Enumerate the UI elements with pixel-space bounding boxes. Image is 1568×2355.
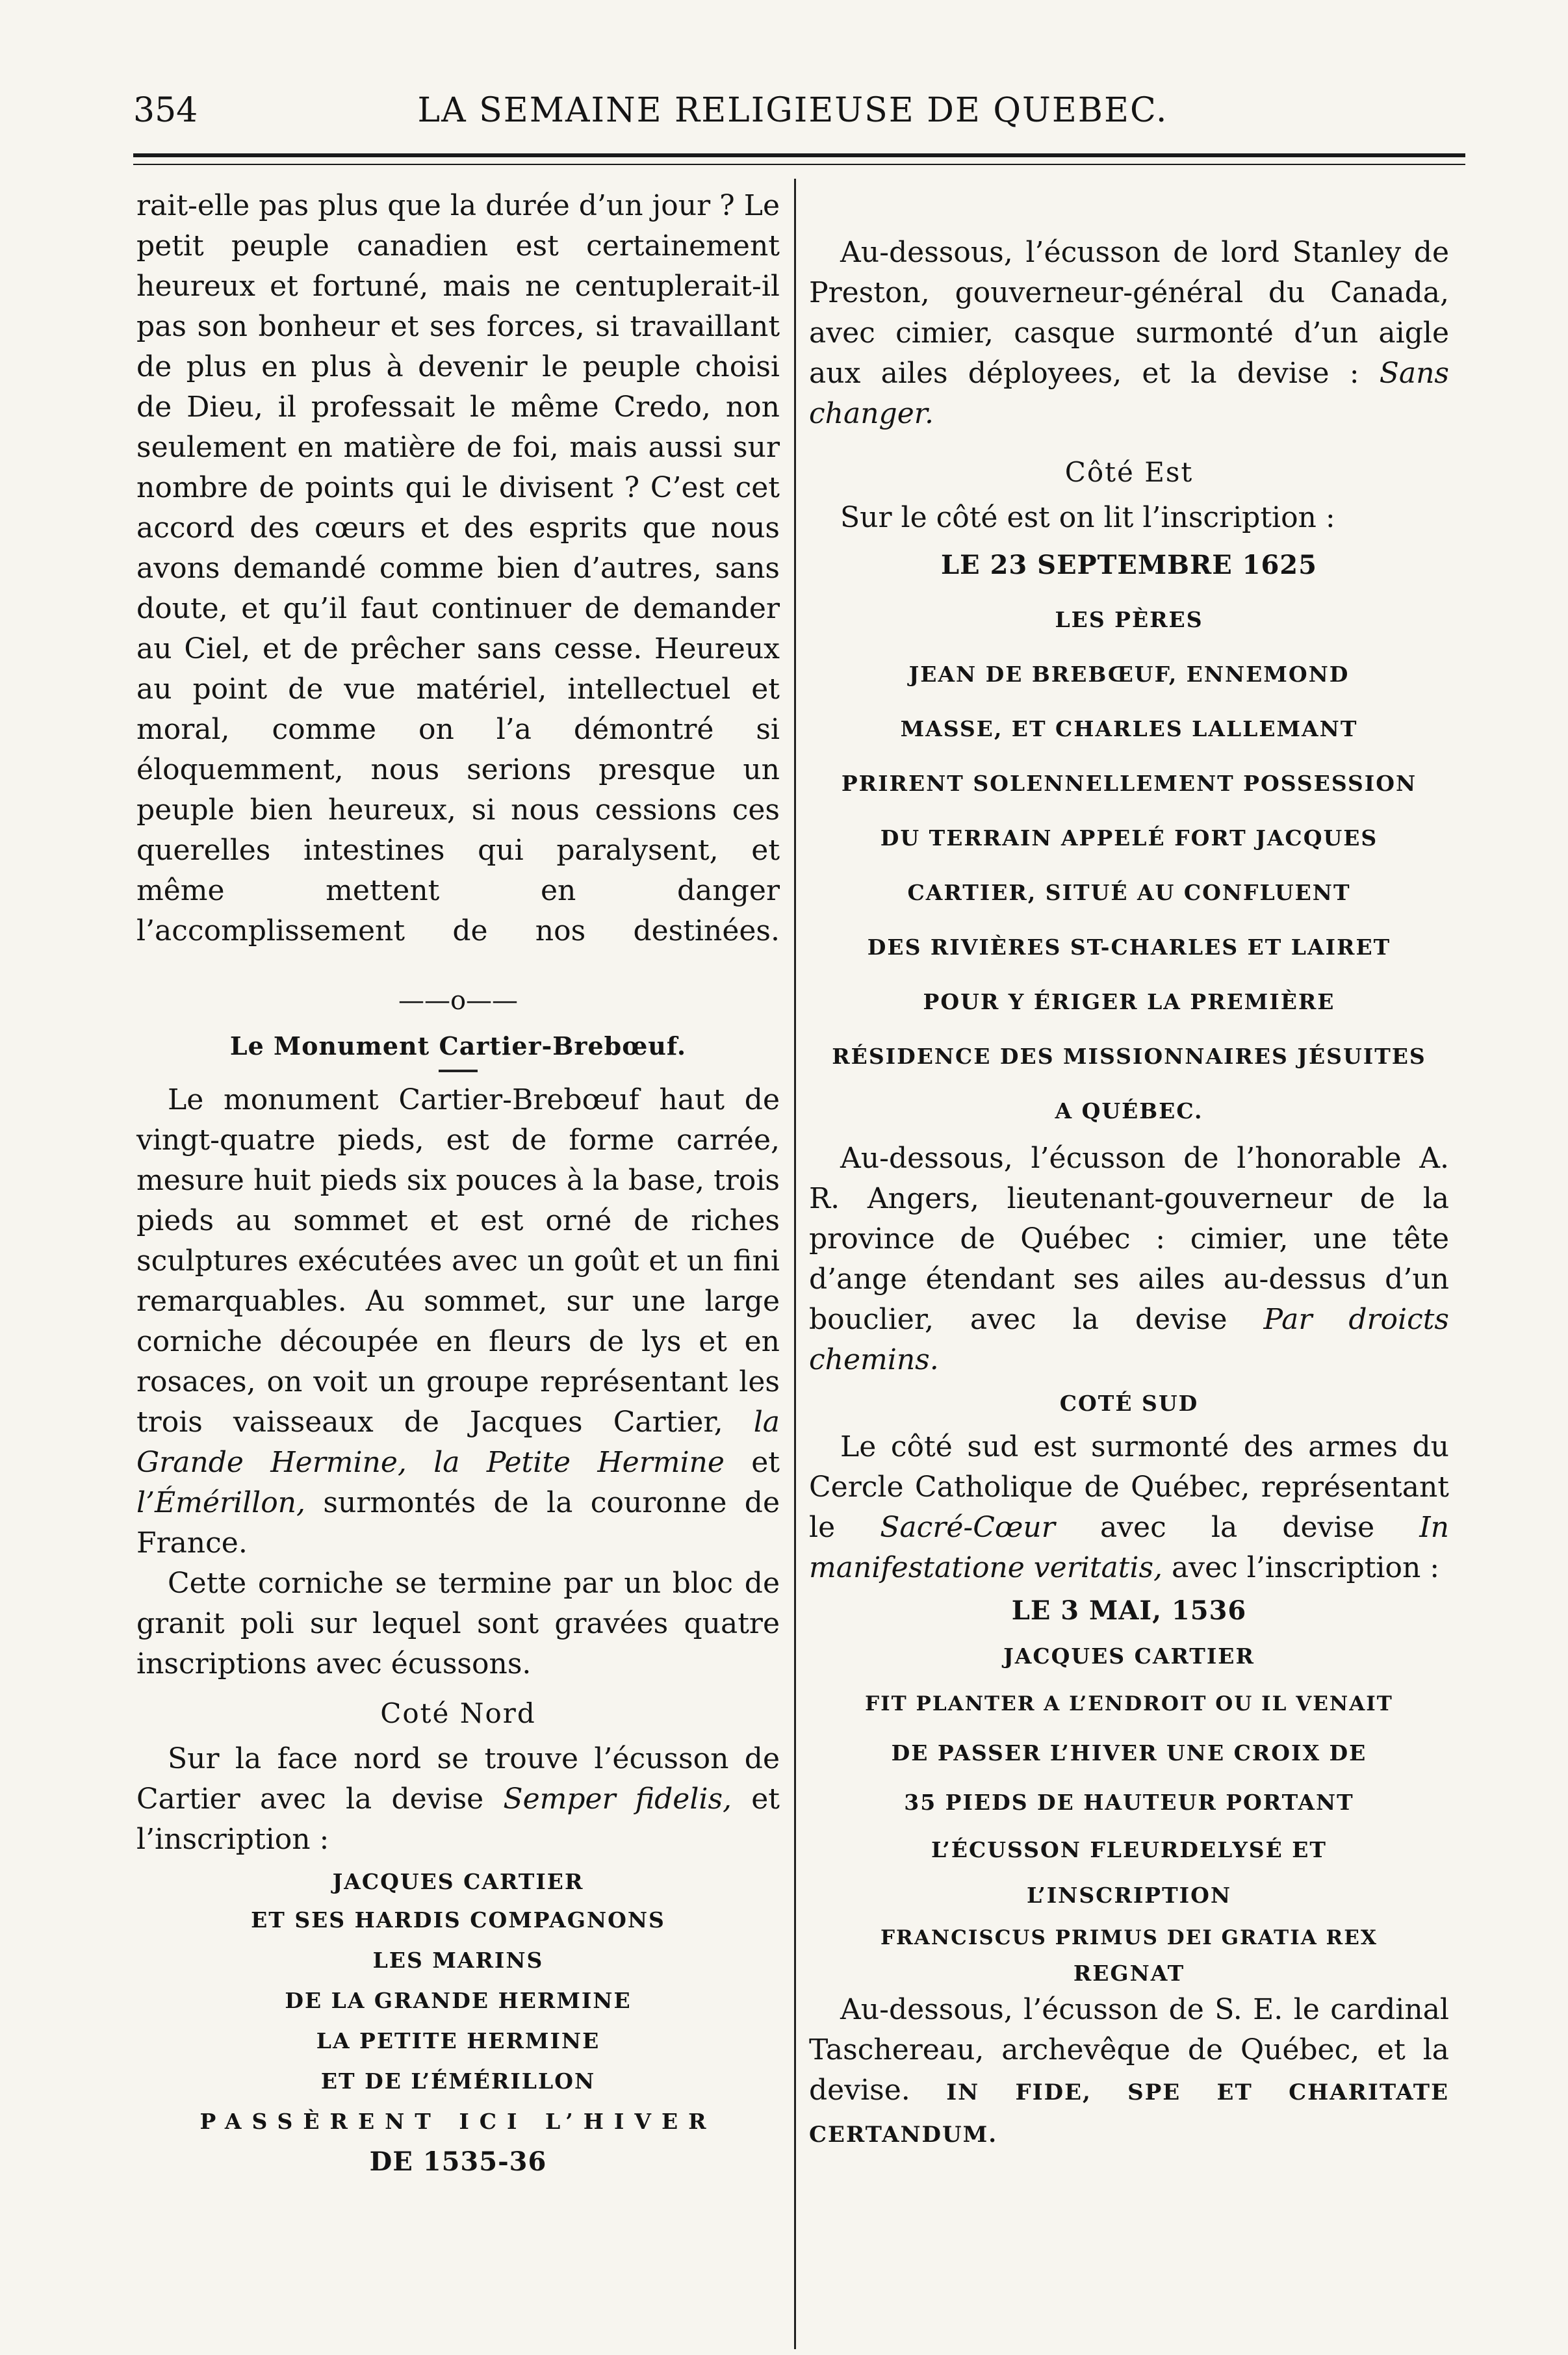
- inscription-line: A QUÉBEC.: [1055, 1098, 1203, 1124]
- monument-text-a: Le monument Cartier-Brebœuf haut de vingt-quatre pieds, est de forme carrée, mesure huit pieds six pouces à la base, trois pieds au sommet et est orné de riches sculptures exécutées avec un goût et un fini remarquables. Au sommet, sur une large corniche découpée en fleurs de lys et en rosaces, on voit un groupe représentant les trois vaisseaux de Jacques Cartier,: [136, 1083, 780, 1439]
- inscription-line: JACQUES CARTIER: [332, 1869, 584, 1894]
- inscription-line: ET SES HARDIS COMPAGNONS: [251, 1907, 665, 1933]
- inscription-line: CARTIER, SITUÉ AU CONFLUENT: [907, 880, 1351, 905]
- inscription-line: DES RIVIÈRES ST-CHARLES ET LAIRET: [867, 934, 1391, 960]
- angers-motto: Par droicts chemins.: [809, 1303, 1450, 1376]
- inscription-line: LE 3 MAI, 1536: [1011, 1595, 1247, 1626]
- cartier-motto: Semper fidelis,: [503, 1782, 732, 1816]
- page-number: 354: [133, 91, 198, 130]
- north-face-paragraph: [136, 1739, 780, 1860]
- inscription-line: L’INSCRIPTION: [1026, 1883, 1232, 1908]
- inscription-line: LA PETITE HERMINE: [316, 2028, 600, 2053]
- angers-paragraph: [809, 1139, 1449, 1380]
- east-inscription: [809, 538, 1449, 1139]
- header-rule-thin: [133, 164, 1465, 165]
- section-title: Le Monument Cartier-Brebœuf.: [229, 1031, 687, 1061]
- inscription-line: L’ÉCUSSON FLEURDELYSÉ ET: [931, 1837, 1327, 1862]
- inscription-line: LES MARINS: [372, 1948, 544, 1973]
- inscription-line: REGNAT: [1073, 1961, 1185, 1986]
- inscription-line: ET DE L’ÉMÉRILLON: [320, 2068, 596, 2094]
- monument-text-and: et: [724, 1446, 780, 1479]
- column-divider: [794, 179, 796, 2349]
- header-rule-thick: [133, 153, 1465, 157]
- page-header: [133, 91, 1452, 143]
- inscription-line: RÉSIDENCE DES MISSIONNAIRES JÉSUITES: [832, 1044, 1426, 1069]
- cote-sud-heading: COTÉ SUD: [1059, 1391, 1199, 1416]
- east-intro: Sur le côté est on lit l’inscription :: [840, 501, 1335, 534]
- south-text-c: avec l’inscription :: [1163, 1551, 1440, 1584]
- north-text-a: Sur la face nord se trouve l’écusson de Cartier avec la devise: [136, 1742, 780, 1816]
- stanley-text: Au-dessous, l’écusson de lord Stanley de Preston, gouverneur-général du Canada, avec cimier, casque surmonté d’un aigle aux ailes déployees, et la devise :: [809, 236, 1449, 390]
- inscription-line: DE LA GRANDE HERMINE: [285, 1988, 632, 2013]
- inscription-line: DE 1535-36: [369, 2146, 547, 2177]
- title-rule: [439, 1070, 478, 1072]
- taschereau-text: Au-dessous, l’écusson de S. E. le cardinal Taschereau, archevêque de Québec, et la devise.: [809, 1993, 1449, 2107]
- section-separator: ——o——: [398, 986, 519, 1016]
- angers-text: Au-dessous, l’écusson de l’honorable A. R. Angers, lieutenant-gouverneur de la province de Québec : cimier, une tête d’ange étendant ses ailes au-dessus d’un bouclier, avec la devise: [809, 1142, 1449, 1336]
- inscription-line: PRIRENT SOLENNELLEMENT POSSESSION: [841, 771, 1417, 796]
- inscription-line: DE PASSER L’HIVER UNE CROIX DE: [891, 1740, 1367, 1766]
- stanley-paragraph: [809, 233, 1449, 434]
- south-paragraph: [809, 1427, 1449, 1588]
- south-text-a: Le côté sud est surmonté des armes du Cercle Catholique de Québec, représentant le: [809, 1430, 1449, 1544]
- monument-text-b: surmontés de la couronne de France.: [136, 1486, 780, 1560]
- inscription-line: LE 23 SEPTEMBRE 1625: [941, 550, 1317, 580]
- inscription-line: MASSE, ET CHARLES LALLEMANT: [900, 716, 1358, 741]
- cote-est-heading: Côté Est: [1064, 456, 1194, 488]
- stanley-motto: Sans changer.: [809, 357, 1449, 430]
- inscription-line: FRANCISCUS PRIMUS DEI GRATIA REX: [880, 1926, 1378, 1950]
- ship-names-1: la Grande Hermine, la Petite Hermine: [136, 1406, 780, 1479]
- north-inscription: [136, 1864, 780, 2182]
- south-text-b: avec la devise: [1055, 1511, 1420, 1544]
- inscription-line: JACQUES CARTIER: [1003, 1643, 1255, 1669]
- inscription-line: POUR Y ÉRIGER LA PREMIÈRE: [923, 989, 1335, 1014]
- north-text-b: et l’inscription :: [136, 1782, 780, 1856]
- inscription-line: JEAN DE BREBŒUF, ENNEMOND: [908, 662, 1350, 687]
- taschereau-paragraph: [809, 1990, 1449, 2155]
- inscription-line: PASSÈRENT ICI L’HIVER: [199, 2109, 717, 2134]
- paragraph-continued: rait-elle pas plus que la durée d’un jour ? Le petit peuple canadien est certainement heureux et fortuné, mais ne centuplerait-il pas son bonheur et ses forces, si travaillant de plus en plus à devenir le peuple choisi de Dieu, il professait le même Credo, non seulement en matière de foi, mais aussi sur nombre de points qui le divisent ? C’est cet accord des cœurs et des esprits que nous avons demandé comme bien d’autres, sans doute, et qu’il faut continuer de demander au Ciel, et de prêcher sans cesse. Heureux au point de vue matériel, intellectuel et moral, comme on l’a démontré si éloquemment, nous serions presque un peuple bien heureux, si nous cessions ces querelles intestines qui paralysent, et même mettent en danger l’accomplissement de nos destinées.: [136, 189, 780, 947]
- corniche-paragraph: Cette corniche se termine par un bloc de granit poli sur lequel sont gravées quatre inscriptions avec écussons.: [136, 1567, 780, 1680]
- cercle-motto: In manifestatione veritatis,: [809, 1511, 1449, 1584]
- inscription-line: 35 PIEDS DE HAUTEUR PORTANT: [904, 1790, 1354, 1815]
- right-column: [809, 233, 1449, 2155]
- inscription-line: DU TERRAIN APPELÉ FORT JACQUES: [880, 825, 1378, 851]
- cote-nord-heading: Coté Nord: [380, 1697, 536, 1729]
- sacre-coeur: Sacré-Cœur: [880, 1511, 1055, 1544]
- monument-description: [136, 1080, 780, 1564]
- south-inscription: [809, 1588, 1449, 1990]
- running-title: LA SEMAINE RELIGIEUSE DE QUEBEC.: [417, 91, 1168, 130]
- ship-names-2: l’Émérillon,: [136, 1486, 306, 1519]
- left-column: [136, 186, 780, 2182]
- inscription-line: LES PÈRES: [1055, 607, 1203, 632]
- inscription-line: FIT PLANTER A L’ENDROIT OU IL VENAIT: [865, 1692, 1393, 1716]
- taschereau-motto: IN FIDE, SPE ET CHARITATE CERTANDUM.: [809, 2079, 1449, 2148]
